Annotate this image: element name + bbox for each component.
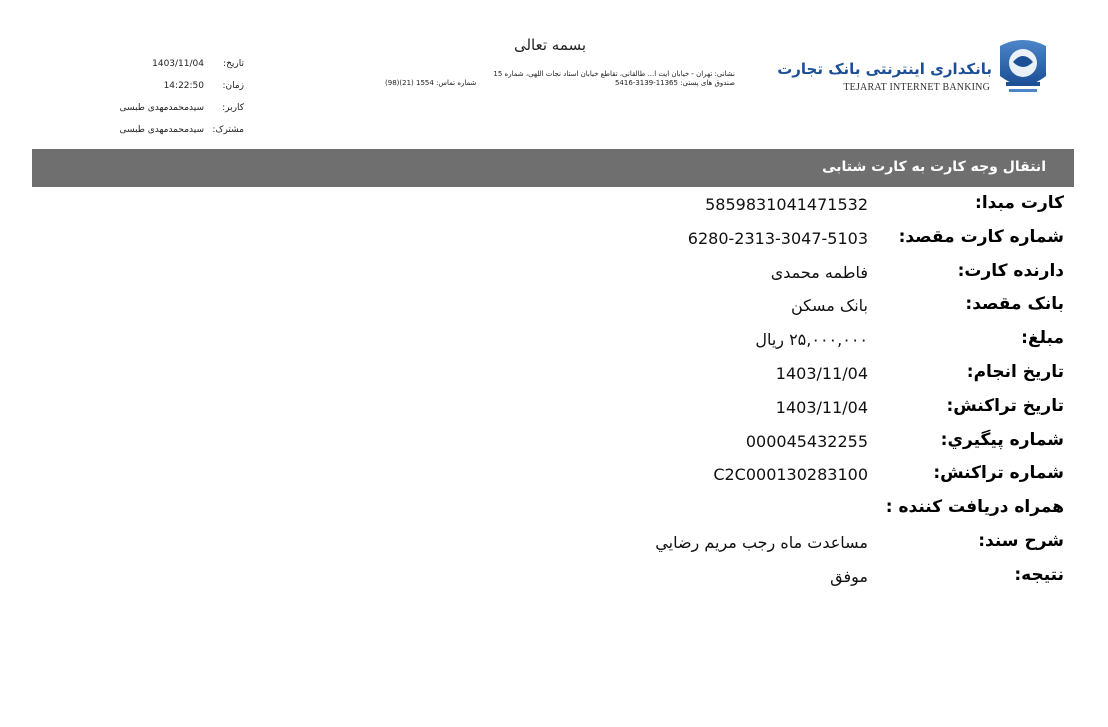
- detail-value: فاطمه محمدی: [770, 262, 868, 282]
- detail-label: شماره پیگیري:: [940, 429, 1064, 450]
- detail-label: همراه دریافت کننده :: [885, 497, 1064, 518]
- detail-value: 1403/11/04: [775, 397, 868, 417]
- tejarat-bank-emblem-icon: [996, 36, 1050, 98]
- detail-row-recipient-mobile: [364, 494, 1064, 528]
- time-label: زمان:: [222, 81, 244, 91]
- customer-value: سیدمحمدمهدی طبسی: [119, 125, 204, 135]
- detail-row-execution-date: [364, 359, 1064, 393]
- detail-value: 5859831041471532: [705, 195, 868, 214]
- detail-row-transaction-date: [364, 393, 1064, 427]
- detail-row-dest-bank: [364, 291, 1064, 325]
- bank-address: [385, 70, 735, 88]
- detail-value: 6280-2313-3047-5103: [687, 228, 868, 248]
- detail-label: بانک مقصد:: [965, 294, 1064, 315]
- detail-label: تاریخ انجام:: [966, 361, 1064, 382]
- detail-row-description: [364, 528, 1064, 562]
- detail-label: مبلغ:: [1021, 328, 1064, 349]
- detail-value: مساعدت ماه رجب مریم رضایي: [655, 532, 868, 552]
- detail-row-source-card: [364, 190, 1064, 224]
- section-header-bar: [32, 149, 1074, 187]
- detail-value: ۲۵,۰۰۰,۰۰۰ ریال: [755, 330, 868, 350]
- bank-name-en: TEJARAT INTERNET BANKING: [843, 82, 990, 93]
- phone-number: شماره تماس: 1554 (21)(98): [385, 79, 477, 87]
- detail-row-amount: [364, 325, 1064, 359]
- detail-value: بانک مسکن: [790, 296, 868, 316]
- bank-name-fa: بانکداری اینترنتی بانک تجارت: [777, 60, 992, 78]
- detail-value: 1403/11/04: [775, 363, 868, 383]
- customer-label: مشترک:: [212, 125, 244, 135]
- detail-value: 000045432255: [745, 431, 868, 451]
- detail-label: نتیجه:: [1014, 564, 1064, 585]
- detail-row-dest-card: [364, 224, 1064, 258]
- detail-row-result: [364, 562, 1064, 596]
- detail-label: تاریخ تراکنش:: [946, 395, 1064, 416]
- detail-row-card-holder: [364, 258, 1064, 292]
- transaction-details: [364, 190, 1064, 596]
- detail-label: شماره کارت مقصد:: [898, 226, 1064, 247]
- date-value: 1403/11/04: [152, 59, 204, 69]
- detail-row-transaction-number: [364, 460, 1064, 494]
- detail-label: شرح سند:: [978, 530, 1064, 551]
- detail-label: شماره تراکنش:: [933, 463, 1064, 484]
- date-label: تاریخ:: [223, 59, 244, 69]
- user-value: سیدمحمدمهدی طبسی: [119, 103, 204, 113]
- section-title: انتقال وجه کارت به کارت شتابی: [822, 159, 1046, 175]
- receipt-meta: [74, 53, 244, 141]
- time-value: 14:22:50: [163, 81, 204, 91]
- address-line: نشانی: تهران - خیابان ایت ا... طالقانی، تقاطع خیابان استاد نجات اللهی، شماره 15: [493, 70, 735, 78]
- detail-label: کارت مبدا:: [975, 193, 1064, 213]
- detail-value: C2C000130283100: [713, 465, 868, 485]
- postal-box: صندوق های پستی: 11365-3139-5416: [614, 79, 735, 87]
- detail-value: موفق: [830, 566, 868, 586]
- page-title: بسمه تعالی: [513, 36, 587, 54]
- user-label: کاربر:: [222, 103, 244, 113]
- bank-logo: [777, 36, 1050, 102]
- detail-row-tracking-number: [364, 427, 1064, 461]
- detail-label: دارنده کارت:: [957, 260, 1064, 281]
